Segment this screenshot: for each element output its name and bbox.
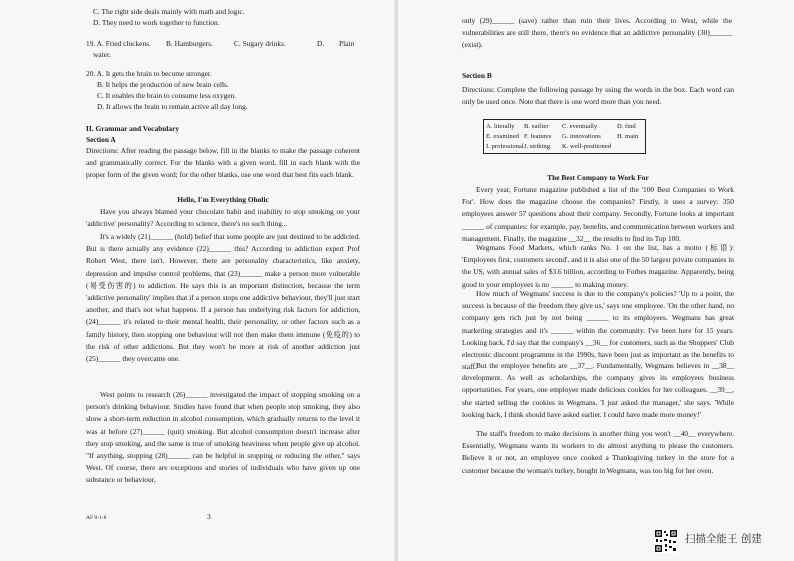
word-option: K. well-positioned <box>562 143 612 150</box>
section-b-heading: Section B <box>462 71 492 80</box>
q19-option-d-cont: water. <box>93 50 111 59</box>
q20-option-d: D. It allows the brain to remain active all day long. <box>97 102 248 111</box>
passage-b-para-4: But the employee benefits are __37__. Fundamentally, Wegmans believes in __38__ development. As well as scholarships, the company gives its employees business opportunities. For years, one employee made delicious cookies for her colleagues. __39__, she started selling the cookies in Wegmans. 'I just asked the manager,' she says. 'While looking back, I think should have asked earlier. I could have made more money!' <box>462 361 734 419</box>
section-title: II. Grammar and Vocabulary <box>86 124 180 133</box>
q18-option-c: C. The right side deals mainly with math and logic. <box>93 7 245 16</box>
q20-option-c: C. It enables the brain to consume less oxygen. <box>97 91 237 100</box>
passage-b-para-3: How much of Wegmans' success is due to the company's policies? 'Up to a point, the success is because of the freedom they give us,' says one employee. 'On the other hand, no company gets rich just by not being ______ to its employees. Wegmans has great marketing strategies and it's ______ within the community. I've been here for 15 years. Looking back, I'd say that the company's __36__ for customers, such as the Shoppers' Club electronic discount programme in the 1990s, have been just as important as the benefits to staff.' <box>462 289 734 372</box>
word-option: F. features <box>524 133 552 140</box>
word-option: C. eventually <box>562 123 598 130</box>
q19-option-d-text: Plain <box>339 39 355 48</box>
word-option: G. innovations <box>562 133 601 140</box>
word-box <box>483 119 646 154</box>
q19-option-c: C. Sugary drinks. <box>234 39 286 48</box>
passage-b-para-1: Every year, Fortune magazine published a list of the '100 Best Companies to Work For'. How does the magazine choose the companies? Firstly, it uses a survey: 350 employees answer 57 questions about their company. Secondly, Fortune looks at important ______ of companies: for example, pay, benefits, and communication between workers and management. Finally, the magazine __32__ the results to find its Top 100. <box>462 185 734 243</box>
word-option: I. professional <box>486 143 524 150</box>
q19-option-a: 19. A. Fried chickens. <box>86 39 151 48</box>
q19-option-b: B. Hamburgers. <box>166 39 213 48</box>
passage-b-title: The Best Company to Work For <box>547 173 649 182</box>
section-a-heading: Section A <box>86 135 116 144</box>
word-option: B. earlier <box>524 123 549 130</box>
word-option: D. find <box>617 123 636 130</box>
word-option: H. main <box>617 133 639 140</box>
passage-b-para-2: Wegmans Food Markets, which ranks No. 1 on the list, has a motto (标语): 'Employees first, customers second', and it is also one of the 50 largest private companies in the US, with annual sales of $3.6 billion, according to Forbes magazine. Apparently, being good to your employees is no ______ to making money. <box>462 243 734 289</box>
passage-para-2: It's a widely (21)______ (hold) belief that some people are just destined to be addicted. But is there actually any evidence (22)______ this? According to addiction expert Prof Robert West, there isn't. However, there are personality characteristics, like anxiety, depression and impulse control problems, that (23)______ make a person more vulnerable (易受伤害的) to addiction. He says this is an important distinction, because the term 'addictive personality' implies that if a person stops one addictive behaviour, they'll just start another, and that's not what happens. If a person has underlying risk factors for addiction, (24)______ it's related to their mental health, their personality, or other factors such as a family history, then stopping one behaviour will not then make them immune (免疫的) to the risk of other addictions. But they won't be more at risk of another addiction just (25)______ they overcame one. <box>86 232 360 364</box>
q18-option-d: D. They need to work together to function. <box>93 18 220 27</box>
passage-para-3: West points to research (26)______ investigated the impact of stopping smoking on a person's drinking behaviour. Studies have found that when people stop smoking, they also show a short-term reduction in alcohol consumption, which gradually returns to the level it was at before (27)______ (quit) smoking. But alcohol consumption doesn't increase after they stop smoking, and the same is true of smoking heaviness when people give up alcohol. "If anything, stopping (28)______ can be helpful in stopping or reducing the other," says West. Of course, there are exceptions and stories of individuals who have given up one substance or behaviour, <box>86 390 360 485</box>
q19-option-d-letter: D. <box>317 39 325 48</box>
page-number: 3 <box>207 512 211 521</box>
continuation-para: only (29)______ (save) rather than ruin their lives. According to West, while the vulnerabilities are still there, there's no evidence that an addictive personality (30)______ (exist). <box>462 16 732 50</box>
section-b-directions: Directions: Complete the following passage by using the words in the box. Each word can only be used once. Note that there is one word more than you need. <box>462 85 734 107</box>
scanner-watermark: 扫描全能王 创建 <box>685 533 762 545</box>
word-option: A. literally <box>486 123 515 130</box>
qr-code-icon <box>654 529 678 553</box>
word-option: E. examined <box>486 133 519 140</box>
q20-option-b: B. It helps the production of new brain cells. <box>97 80 229 89</box>
passage-b-para-5: The staff's freedom to make decisions is another thing you won't __40__ everywhere. Essentially, Wegmans wants its workers to do almost anything to please the customers. Believe it or not, an employee once cooked a Thanksgiving turkey in the store for a customer because the woman's turkey, bought in Wegmans, was too big for her oven. <box>462 429 734 475</box>
footer-code: AF 8-1-8 <box>86 515 107 521</box>
directions-text: Directions: After reading the passage below, fill in the blanks to make the passage coherent and grammatically correct. For the blanks with a given word, fill in each blank with the proper form of the given word; for the other blanks, use one word that best fits each blank. <box>86 146 360 180</box>
q20-option-a: 20. A. It gets the brain to become stronger. <box>86 69 212 78</box>
passage-title: Hello, I'm Everything Oholic <box>177 195 269 204</box>
passage-para-1: Have you always blamed your chocolate habit and inability to stop smoking on your 'addictive' personality? According to science, there's no such thing... <box>86 207 360 229</box>
word-option: J. striking <box>524 143 551 150</box>
